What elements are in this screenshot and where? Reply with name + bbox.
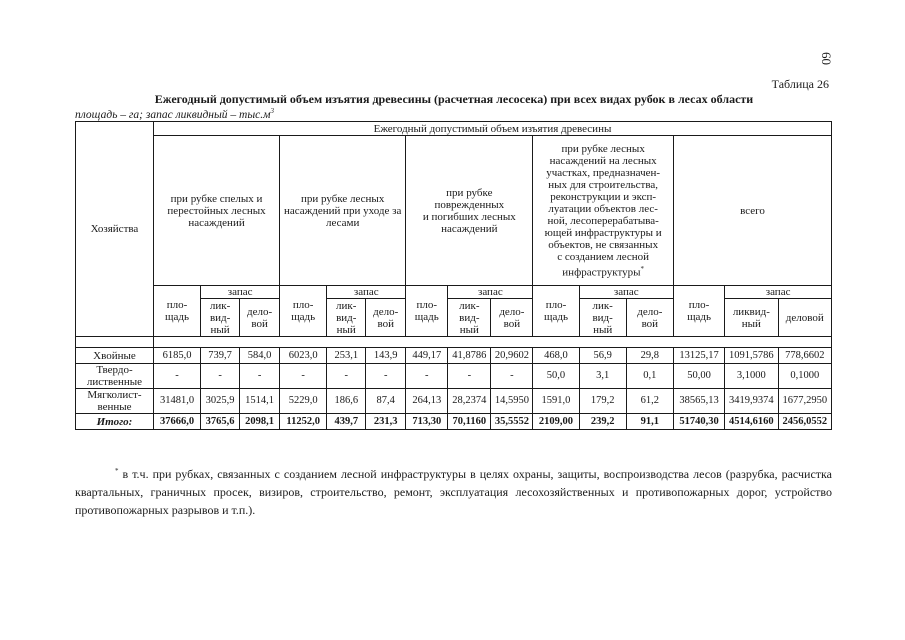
table-title: Ежегодный допустимый объем изъятия древесины (расчетная лесосека) при всех видах рубок в лесах области [154,92,754,106]
value-cell: - [240,364,280,389]
header-liquid: лик- вид- ный [448,299,491,337]
value-cell: - [491,364,533,389]
header-group-damaged: при рубке поврежденных и погибших лесных насаждений [406,136,533,286]
value-cell: 1514,1 [240,389,280,414]
value-cell: 0,1 [626,364,673,389]
footnote [75,462,832,519]
header-area: пло- щадь [280,286,327,337]
header-liquid: лик- вид- ный [201,299,240,337]
value-cell: - [201,364,240,389]
value-cell: 61,2 [626,389,673,414]
header-area: пло- щадь [153,286,200,337]
header-group-total: всего [673,136,831,286]
farm-cell: Итого: [76,414,154,430]
header-stock: запас [448,286,533,299]
table-row [76,414,832,430]
header-business: дело- вой [491,299,533,337]
value-cell: 6185,0 [153,348,200,364]
value-cell: 2456,0552 [778,414,831,430]
value-cell: 713,30 [406,414,448,430]
value-cell: 3025,9 [201,389,240,414]
value-cell: 41,8786 [448,348,491,364]
value-cell: 14,5950 [491,389,533,414]
footnote-mark: * [115,467,119,475]
value-cell: 449,17 [406,348,448,364]
header-group-infrastructure [533,136,674,286]
value-cell: 5229,0 [280,389,327,414]
header-stock: запас [579,286,673,299]
farm-cell: Хвойные [76,348,154,364]
header-farms: Хозяйства [76,122,154,337]
value-cell: 4514,6160 [725,414,778,430]
value-cell: 29,8 [626,348,673,364]
value-cell: 35,5552 [491,414,533,430]
value-cell: 1091,5786 [725,348,778,364]
value-cell: 3,1 [579,364,626,389]
value-cell: 11252,0 [280,414,327,430]
value-cell: 70,1160 [448,414,491,430]
header-group-care: при рубке лесных насаждений при уходе за лесами [280,136,406,286]
value-cell: 231,3 [366,414,406,430]
value-cell: 179,2 [579,389,626,414]
value-cell: 239,2 [579,414,626,430]
value-cell: 143,9 [366,348,406,364]
header-stock: запас [201,286,280,299]
value-cell: 264,13 [406,389,448,414]
value-cell: - [366,364,406,389]
value-cell: 468,0 [533,348,579,364]
farm-cell: Твердо- лиственные [76,364,154,389]
header-group-infrastructure-text: при рубке лесных насаждений на лесных участках, предназначен- ных для строительства, реконструкции и эксп- луатации объектов лес- ной, лесоперерабатыва- ющей инфраструктуры и объектов, не связанных с созданием лесной инфраструктуры [544,142,662,279]
value-cell: 87,4 [366,389,406,414]
value-cell: 20,9602 [491,348,533,364]
value-cell: 0,1000 [778,364,831,389]
units-note [75,107,274,121]
header-stock: запас [725,286,832,299]
footnote-text: в т.ч. при рубках, связанных с созданием лесной инфраструктуры в целях охраны, защиты, воспроизводства лесов (разрубка, расчистка квартальных, граничных просек, визиров, строительство, ремонт, эксплуатация лесохозяйственных и противопожарных дорог, устройство противопожарных разрывов и т.п.). [75,467,833,517]
value-cell: 2109,00 [533,414,579,430]
table-row [76,389,832,414]
header-stock: запас [327,286,406,299]
value-cell: 1677,2950 [778,389,831,414]
table-row [76,348,832,364]
value-cell: 778,6602 [778,348,831,364]
header-business: дело- вой [626,299,673,337]
value-cell: 186,6 [327,389,366,414]
value-cell: - [153,364,200,389]
harvest-table [75,121,832,430]
value-cell: 50,00 [673,364,724,389]
value-cell: 38565,13 [673,389,724,414]
header-area: пло- щадь [673,286,724,337]
value-cell: - [406,364,448,389]
header-group-infrastructure-mark: * [640,264,645,273]
header-business: дело- вой [240,299,280,337]
value-cell: 91,1 [626,414,673,430]
value-cell: 2098,1 [240,414,280,430]
header-group-mature: при рубке спелых и перестойных лесных насаждений [153,136,279,286]
table-label: Таблица 26 [771,77,829,91]
units-superscript: 3 [270,107,274,115]
value-cell: 50,0 [533,364,579,389]
header-top: Ежегодный допустимый объем изъятия древесины [153,122,831,136]
value-cell: 584,0 [240,348,280,364]
header-liquid: лик- вид- ный [579,299,626,337]
header-liquid-total: ликвид- ный [725,299,778,337]
value-cell: 3419,9374 [725,389,778,414]
value-cell: 28,2374 [448,389,491,414]
value-cell: 3765,6 [201,414,240,430]
value-cell: 439,7 [327,414,366,430]
value-cell: - [280,364,327,389]
header-business-total: деловой [778,299,831,337]
value-cell: 6023,0 [280,348,327,364]
header-business: дело- вой [366,299,406,337]
header-area: пло- щадь [533,286,579,337]
table-row [76,364,832,389]
spacer-cell [76,337,154,348]
value-cell: 56,9 [579,348,626,364]
value-cell: 3,1000 [725,364,778,389]
value-cell: 51740,30 [673,414,724,430]
spacer-cell [153,337,831,348]
units-text: площадь – га; запас ликвидный – тыс.м [75,108,271,121]
page-number: 60 [819,52,834,65]
value-cell: 739,7 [201,348,240,364]
farm-cell: Мягколист- венные [76,389,154,414]
spacer-row [76,337,832,348]
value-cell: 1591,0 [533,389,579,414]
value-cell: 253,1 [327,348,366,364]
header-liquid: лик- вид- ный [327,299,366,337]
value-cell: 37666,0 [153,414,200,430]
value-cell: - [448,364,491,389]
header-area: пло- щадь [406,286,448,337]
value-cell: 31481,0 [153,389,200,414]
value-cell: - [327,364,366,389]
value-cell: 13125,17 [673,348,724,364]
table-body [76,348,832,430]
